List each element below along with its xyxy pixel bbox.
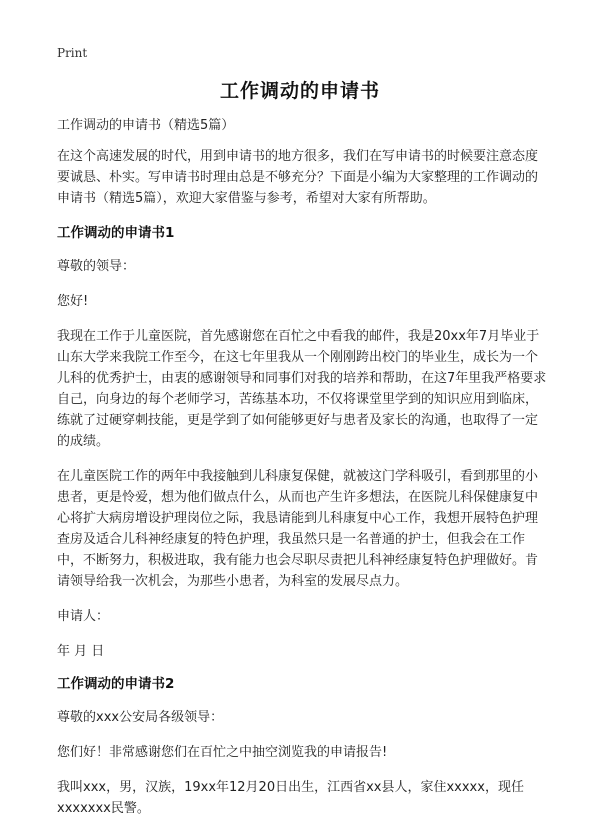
- document-body: [57, 115, 547, 819]
- section1-greeting: 您好!: [57, 294, 89, 309]
- section2-heading: 工作调动的申请书2: [57, 676, 175, 692]
- section2-greeting: 您们好！非常感谢您们在百忙之中抽空浏览我的申请报告!: [57, 745, 388, 760]
- section2-salutation: 尊敬的xxx公安局各级领导：: [57, 710, 224, 725]
- section1-paragraph-2: 在儿童医院工作的两年中我接触到儿科康复保健，就被这门学科吸引，看到那里的小患者，更是怜爱，想为他们做点什么，从而也产生许多想法，在医院儿科保健康复中心将扩大病房增设护理岗位之际，我恳请能到儿科康复中心工作，我想开展特色护理查房及适合儿科神经康复的特色护理，我虽然只是一名普通的护士，但我会在工作中，不断努力，积极进取，我有能力也会尽职尽责把儿科神经康复特色护理做好。肯请领导给我一次机会，为那些小患者，为科室的发展尽点力。: [57, 469, 539, 589]
- page-title: 工作调动的申请书: [219, 80, 380, 102]
- section1-date: 年 月 日: [57, 644, 105, 659]
- section1-paragraph-1: 我现在工作于儿童医院，首先感谢您在百忙之中看我的邮件，我是20xx年7月毕业于山东大学来我院工作至今，在这七年里我从一个刚刚跨出校门的毕业生，成长为一个儿科的优秀护士，由衷的感谢领导和同事们对我的培养和帮助，在这7年里我严格要求自己，向身边的每个老师学习，苦练基本功，不仅将课堂里学到的知识应用到临床，练就了过硬穿刺技能，更是学到了如何能够更好与患者及家长的沟通，也取得了一定的成绩。: [57, 329, 547, 449]
- print-label[interactable]: Print: [57, 46, 88, 60]
- section1-heading: 工作调动的申请书1: [57, 225, 175, 241]
- section1-applicant: 申请人：: [57, 609, 110, 624]
- section2-paragraph-1: 我叫xxx，男，汉族，19xx年12月20日出生，江西省xx县人，家住xxxxx，现任xxxxxxx民警。: [57, 780, 524, 816]
- section1-salutation: 尊敬的领导：: [57, 259, 136, 274]
- intro-paragraph: 在这个高速发展的时代，用到申请书的地方很多，我们在写申请书的时候要注意态度要诚恳、朴实。写申请书时理由总是不够充分？下面是小编为大家整理的工作调动的申请书（精选5篇），欢迎大家借鉴与参考，希望对大家有所帮助。: [57, 149, 539, 206]
- subtitle: 工作调动的申请书（精选5篇）: [57, 118, 235, 133]
